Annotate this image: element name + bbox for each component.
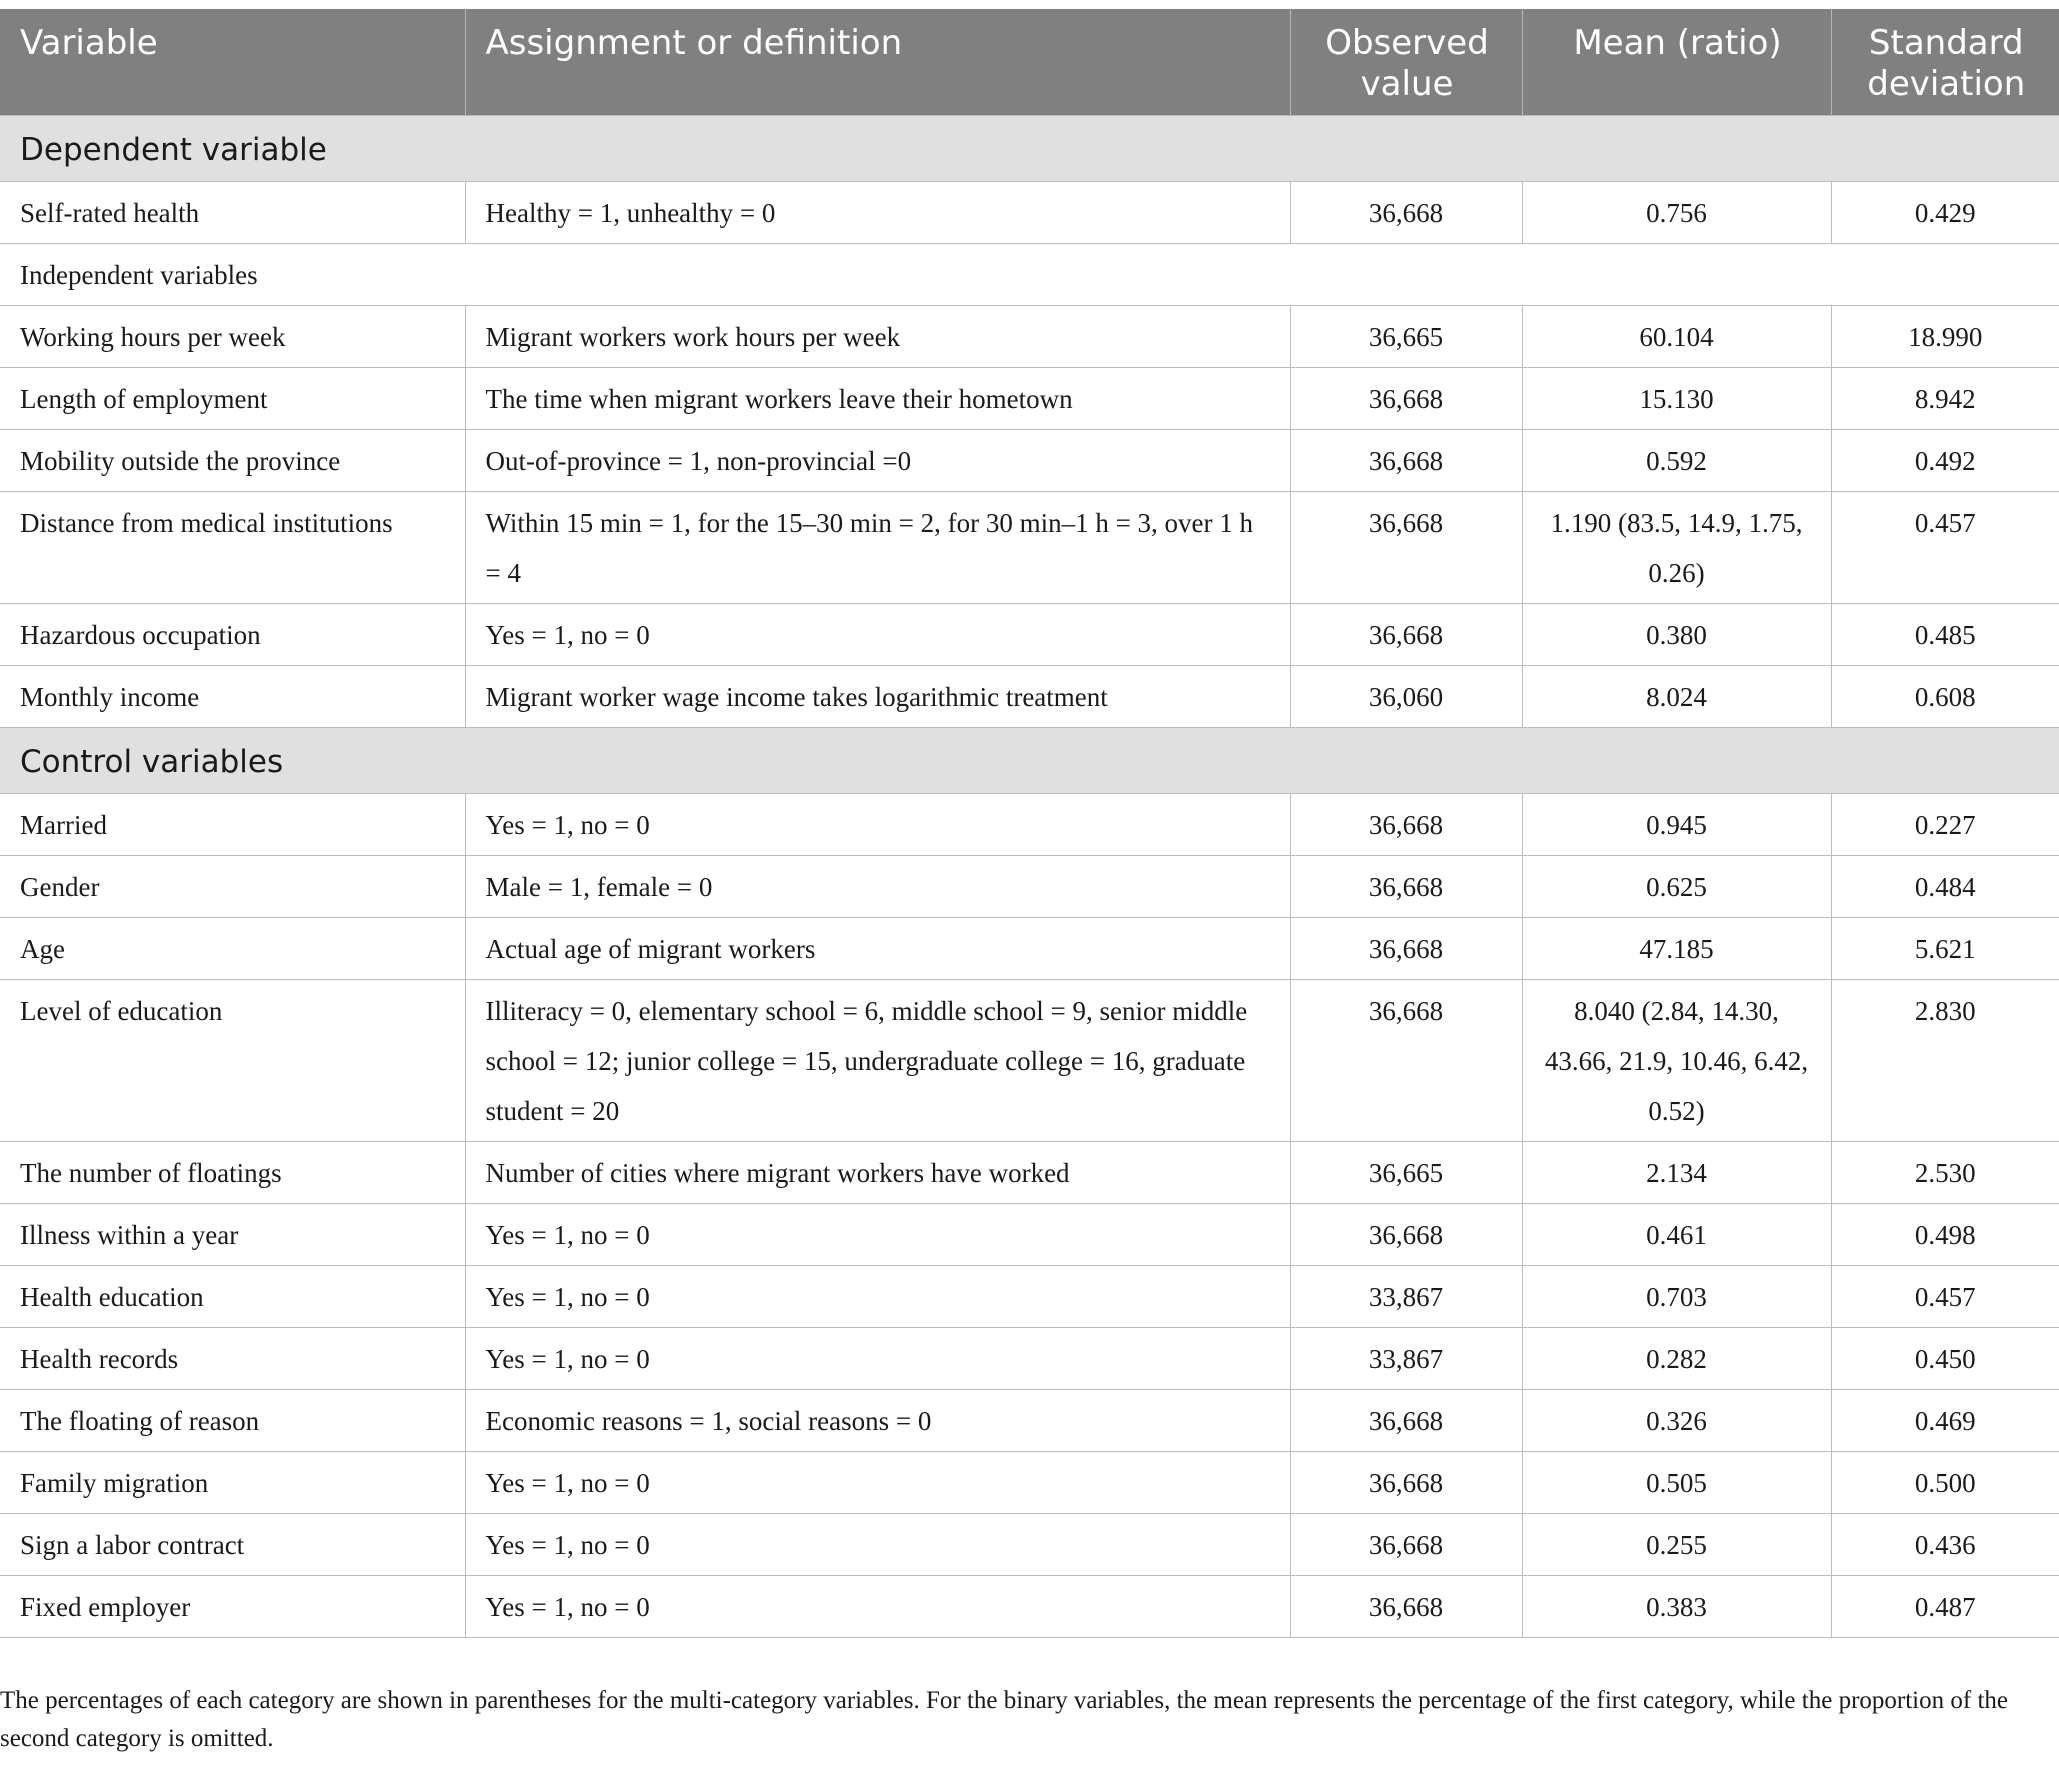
- header-observed-value: Observed value: [1290, 9, 1522, 116]
- cell-observed-value: 36,665: [1290, 1142, 1522, 1204]
- cell-mean: 0.461: [1522, 1204, 1831, 1266]
- cell-standard-deviation: 0.484: [1831, 856, 2059, 918]
- cell-assignment: Out-of-province = 1, non-provincial =0: [465, 430, 1290, 492]
- cell-assignment: Yes = 1, no = 0: [465, 1266, 1290, 1328]
- cell-assignment: Yes = 1, no = 0: [465, 1204, 1290, 1266]
- cell-standard-deviation: 2.830: [1831, 980, 2059, 1142]
- section-row-control: [0, 728, 2059, 794]
- cell-variable: The floating of reason: [0, 1390, 465, 1452]
- table-footnote: The percentages of each category are shown in parentheses for the multi-category variables. For the binary variables, the mean represents the percentage of the first category, while the proportion of the second category is omitted.: [0, 1687, 2008, 1752]
- cell-observed-value: 36,668: [1290, 604, 1522, 666]
- cell-assignment: Yes = 1, no = 0: [465, 1514, 1290, 1576]
- cell-assignment: Yes = 1, no = 0: [465, 1576, 1290, 1638]
- cell-assignment: Migrant worker wage income takes logarithmic treatment: [465, 666, 1290, 728]
- cell-observed-value: 36,668: [1290, 1390, 1522, 1452]
- cell-observed-value: 36,668: [1290, 1514, 1522, 1576]
- cell-variable: Length of employment: [0, 368, 465, 430]
- cell-assignment: Yes = 1, no = 0: [465, 604, 1290, 666]
- cell-standard-deviation: 0.608: [1831, 666, 2059, 728]
- cell-standard-deviation: 5.621: [1831, 918, 2059, 980]
- cell-observed-value: 36,668: [1290, 1452, 1522, 1514]
- cell-standard-deviation: 18.990: [1831, 306, 2059, 368]
- cell-standard-deviation: 0.429: [1831, 182, 2059, 244]
- table-container: [0, 9, 2059, 1638]
- cell-mean: 0.756: [1522, 182, 1831, 244]
- cell-mean: 1.190 (83.5, 14.9, 1.75, 0.26): [1522, 492, 1831, 604]
- cell-observed-value: 36,668: [1290, 430, 1522, 492]
- cell-observed-value: 36,668: [1290, 368, 1522, 430]
- table-row: [0, 1204, 2059, 1266]
- cell-assignment: Within 15 min = 1, for the 15–30 min = 2, for 30 min–1 h = 3, over 1 h = 4: [465, 492, 1290, 604]
- cell-variable: Health records: [0, 1328, 465, 1390]
- cell-standard-deviation: 0.457: [1831, 1266, 2059, 1328]
- cell-mean: 15.130: [1522, 368, 1831, 430]
- cell-observed-value: 36,668: [1290, 856, 1522, 918]
- table-row: [0, 368, 2059, 430]
- cell-variable: Health education: [0, 1266, 465, 1328]
- section-row-dependent: [0, 116, 2059, 182]
- cell-mean: 60.104: [1522, 306, 1831, 368]
- cell-observed-value: 36,668: [1290, 918, 1522, 980]
- table-row: [0, 918, 2059, 980]
- cell-mean: 0.380: [1522, 604, 1831, 666]
- cell-standard-deviation: 0.450: [1831, 1328, 2059, 1390]
- cell-mean: 47.185: [1522, 918, 1831, 980]
- cell-assignment: Yes = 1, no = 0: [465, 794, 1290, 856]
- cell-variable: Fixed employer: [0, 1576, 465, 1638]
- cell-observed-value: 36,668: [1290, 980, 1522, 1142]
- table-row: [0, 1514, 2059, 1576]
- cell-assignment: Male = 1, female = 0: [465, 856, 1290, 918]
- cell-assignment: Healthy = 1, unhealthy = 0: [465, 182, 1290, 244]
- header-assignment: Assignment or definition: [465, 9, 1290, 116]
- cell-variable: Level of education: [0, 980, 465, 1142]
- cell-mean: 0.703: [1522, 1266, 1831, 1328]
- cell-variable: Gender: [0, 856, 465, 918]
- section-label: Dependent variable: [0, 116, 2059, 182]
- cell-observed-value: 36,665: [1290, 306, 1522, 368]
- cell-variable: Family migration: [0, 1452, 465, 1514]
- cell-observed-value: 36,668: [1290, 794, 1522, 856]
- cell-mean: 8.024: [1522, 666, 1831, 728]
- cell-observed-value: 36,668: [1290, 1576, 1522, 1638]
- cell-variable: Monthly income: [0, 666, 465, 728]
- table-row: [0, 1452, 2059, 1514]
- table-row: [0, 1576, 2059, 1638]
- cell-variable: Married: [0, 794, 465, 856]
- cell-mean: 0.625: [1522, 856, 1831, 918]
- table-row: [0, 1328, 2059, 1390]
- cell-variable: The number of floatings: [0, 1142, 465, 1204]
- table-row: [0, 182, 2059, 244]
- cell-assignment: Yes = 1, no = 0: [465, 1328, 1290, 1390]
- cell-standard-deviation: 0.498: [1831, 1204, 2059, 1266]
- table-body: [0, 116, 2059, 1638]
- cell-standard-deviation: 2.530: [1831, 1142, 2059, 1204]
- cell-observed-value: 33,867: [1290, 1266, 1522, 1328]
- cell-standard-deviation: 0.227: [1831, 794, 2059, 856]
- cell-assignment: Number of cities where migrant workers have worked: [465, 1142, 1290, 1204]
- cell-mean: 0.505: [1522, 1452, 1831, 1514]
- cell-variable: Illness within a year: [0, 1204, 465, 1266]
- table-row: [0, 1142, 2059, 1204]
- table-row: [0, 1390, 2059, 1452]
- cell-assignment: The time when migrant workers leave their hometown: [465, 368, 1290, 430]
- cell-mean: 2.134: [1522, 1142, 1831, 1204]
- cell-mean: 0.326: [1522, 1390, 1831, 1452]
- descriptive-statistics-table: [0, 9, 2059, 1638]
- cell-assignment: Actual age of migrant workers: [465, 918, 1290, 980]
- table-row: [0, 1266, 2059, 1328]
- table-row: [0, 604, 2059, 666]
- cell-standard-deviation: 0.469: [1831, 1390, 2059, 1452]
- table-row: [0, 794, 2059, 856]
- cell-standard-deviation: 0.492: [1831, 430, 2059, 492]
- cell-variable: Self-rated health: [0, 182, 465, 244]
- cell-mean: 0.945: [1522, 794, 1831, 856]
- header-mean: Mean (ratio): [1522, 9, 1831, 116]
- cell-observed-value: 36,668: [1290, 182, 1522, 244]
- cell-observed-value: 36,668: [1290, 492, 1522, 604]
- cell-mean: 8.040 (2.84, 14.30, 43.66, 21.9, 10.46, 6.42, 0.52): [1522, 980, 1831, 1142]
- header-row: [0, 9, 2059, 116]
- cell-mean: 0.592: [1522, 430, 1831, 492]
- section-label: Independent variables: [0, 244, 2059, 306]
- cell-standard-deviation: 0.436: [1831, 1514, 2059, 1576]
- cell-variable: Sign a labor contract: [0, 1514, 465, 1576]
- cell-standard-deviation: 0.485: [1831, 604, 2059, 666]
- cell-mean: 0.383: [1522, 1576, 1831, 1638]
- table-row: [0, 430, 2059, 492]
- cell-observed-value: 36,668: [1290, 1204, 1522, 1266]
- cell-standard-deviation: 0.500: [1831, 1452, 2059, 1514]
- cell-observed-value: 36,060: [1290, 666, 1522, 728]
- cell-assignment: Yes = 1, no = 0: [465, 1452, 1290, 1514]
- cell-standard-deviation: 0.487: [1831, 1576, 2059, 1638]
- cell-standard-deviation: 8.942: [1831, 368, 2059, 430]
- header-standard-deviation: Standard deviation: [1831, 9, 2059, 116]
- cell-assignment: Economic reasons = 1, social reasons = 0: [465, 1390, 1290, 1452]
- table-row: [0, 666, 2059, 728]
- table-row: [0, 980, 2059, 1142]
- cell-assignment: Illiteracy = 0, elementary school = 6, middle school = 9, senior middle school = 12; junior college = 15, undergraduate college = 16, graduate student = 20: [465, 980, 1290, 1142]
- cell-assignment: Migrant workers work hours per week: [465, 306, 1290, 368]
- header-variable: Variable: [0, 9, 465, 116]
- cell-observed-value: 33,867: [1290, 1328, 1522, 1390]
- cell-variable: Hazardous occupation: [0, 604, 465, 666]
- table-row: [0, 856, 2059, 918]
- cell-mean: 0.255: [1522, 1514, 1831, 1576]
- cell-mean: 0.282: [1522, 1328, 1831, 1390]
- cell-standard-deviation: 0.457: [1831, 492, 2059, 604]
- section-label: Control variables: [0, 728, 2059, 794]
- table-row: [0, 492, 2059, 604]
- cell-variable: Distance from medical institutions: [0, 492, 465, 604]
- cell-variable: Working hours per week: [0, 306, 465, 368]
- section-row-independent: [0, 244, 2059, 306]
- cell-variable: Age: [0, 918, 465, 980]
- table-row: [0, 306, 2059, 368]
- cell-variable: Mobility outside the province: [0, 430, 465, 492]
